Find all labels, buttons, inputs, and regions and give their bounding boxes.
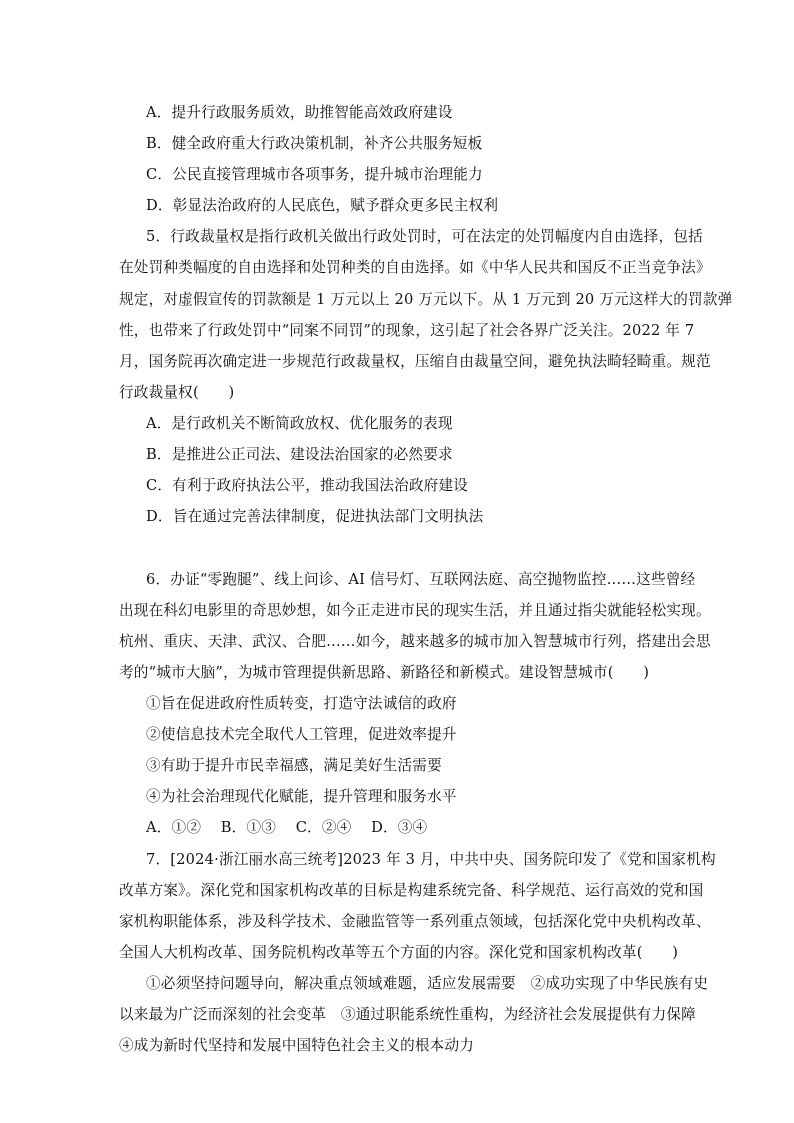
q4-option-c[interactable]: C．公民直接管理城市各项事务，提升城市治理能力 — [146, 166, 483, 183]
q6-stem-line: 6．办证“零跑腿”、线上问诊、AI 信号灯、互联网法庭、高空抛物监控……这些曾经 — [146, 571, 696, 588]
q6-stem-line: 出现在科幻电影里的奇思妙想，如今正走进市民的现实生活，并且通过指尖就能轻松实现。 — [119, 602, 711, 619]
q4-option-b[interactable]: B．健全政府重大行政决策机制，补齐公共服务短板 — [146, 135, 483, 152]
q4-option-a[interactable]: A．提升行政服务质效，助推智能高效政府建设 — [146, 104, 453, 121]
q7-statement-line: ④成为新时代坚持和发展中国特色社会主义的根本动力 — [119, 1037, 475, 1054]
q5-stem-line: 月，国务院再次确定进一步规范行政裁量权，压缩自由裁量空间，避免执法畸轻畸重。规范 — [119, 353, 711, 370]
q6-statement-1: ①旨在促进政府性质转变，打造守法诚信的政府 — [146, 695, 457, 712]
q5-stem-line: 性，也带来了行政处罚中“同案不同罚”的现象，这引起了社会各界广泛关注。2022 年 7 — [119, 322, 695, 339]
q5-option-b[interactable]: B．是推进公正司法、建设法治国家的必然要求 — [146, 446, 453, 463]
q5-stem-line: 在处罚种类幅度的自由选择和处罚种类的自由选择。如《中华人民共和国反不正当竞争法》 — [119, 259, 711, 276]
q7-statement-line: ①必须坚持问题导向，解决重点领域难题，适应发展需要 ②成功实现了中华民族有史 — [146, 975, 709, 992]
q5-option-c[interactable]: C．有利于政府执法公平，推动我国法治政府建设 — [146, 477, 469, 494]
q6-statement-2: ②使信息技术完全取代人工管理，促进效率提升 — [146, 726, 457, 743]
q5-option-a[interactable]: A．是行政机关不断简政放权、优化服务的表现 — [146, 415, 453, 432]
q5-option-d[interactable]: D．旨在通过完善法律制度，促进执法部门文明执法 — [146, 508, 484, 525]
q7-stem-line: 全国人大机构改革、国务院机构改革等五个方面的内容。深化党和国家机构改革( ) — [119, 944, 679, 961]
q5-stem-line: 5．行政裁量权是指行政机关做出行政处罚时，可在法定的处罚幅度内自由选择，包括 — [146, 228, 703, 245]
q7-stem-line: 家机构职能体系，涉及科学技术、金融监管等一系列重点领域，包括深化党中央机构改革、 — [119, 913, 711, 930]
q6-stem-line: 杭州、重庆、天津、武汉、合肥……如今，越来越多的城市加入智慧城市行列，搭建出会思 — [119, 633, 711, 650]
q6-stem-line: 考的“城市大脑”，为城市管理提供新思路、新路径和新模式。建设智慧城市( ) — [119, 664, 650, 681]
q5-stem-line: 规定，对虚假宣传的罚款额是 1 万元以上 20 万元以下。从 1 万元到 20 万元这样大的罚款弹 — [119, 291, 733, 308]
q5-stem-line: 行政裁量权( ) — [119, 384, 235, 401]
q7-stem-line: 7．[2024·浙江丽水高三统考]2023 年 3 月，中共中央、国务院印发了《党和国家机构 — [146, 851, 716, 868]
q6-statement-4: ④为社会治理现代化赋能，提升管理和服务水平 — [146, 788, 457, 805]
q4-option-d[interactable]: D．彰显法治政府的人民底色，赋予群众更多民主权利 — [146, 197, 499, 214]
q7-stem-line: 改革方案》。深化党和国家机构改革的目标是构建系统完备、科学规范、运行高效的党和国 — [119, 882, 704, 899]
q6-statement-3: ③有助于提升市民幸福感，满足美好生活需要 — [146, 757, 442, 774]
q6-options[interactable]: A．①② B．①③ C．②④ D．③④ — [146, 819, 428, 836]
q7-statement-line: 以来最为广泛而深刻的社会变革 ③通过职能系统性重构，为经济社会发展提供有力保障 — [119, 1006, 696, 1023]
